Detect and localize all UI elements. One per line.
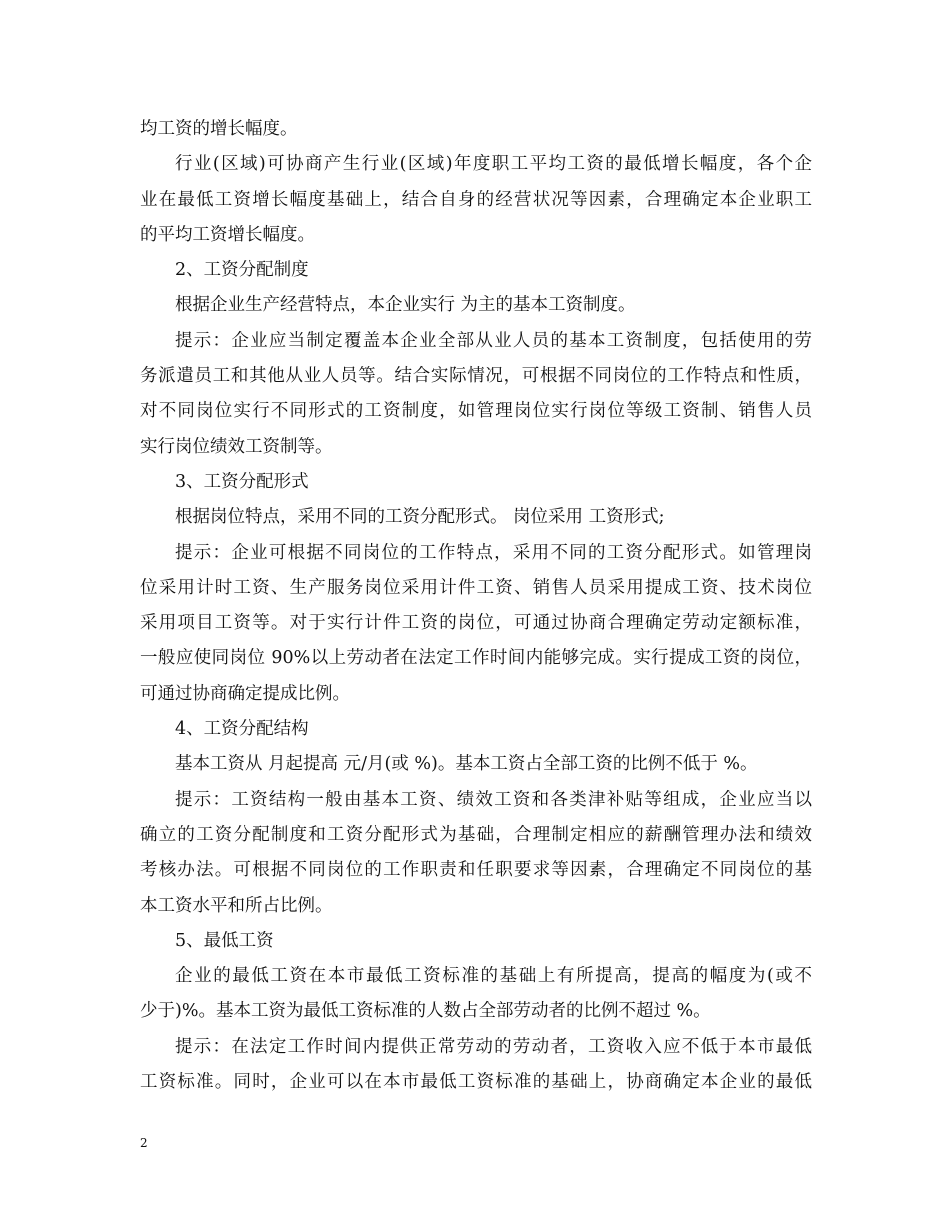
text-line: 提示：工资结构一般由基本工资、绩效工资和各类津补贴等组成，企业应当以 [175, 789, 812, 810]
text-line: 业在最低工资增长幅度基础上，结合自身的经营状况等因素，合理确定本企业职工 [140, 189, 812, 210]
text-line: 基本工资从 月起提高 元/月(或 %)。基本工资占全部工资的比例不低于 %。 [175, 754, 758, 775]
text-line: 确立的工资分配制度和工资分配形式为基础，合理制定相应的薪酬管理办法和绩效 [140, 824, 812, 845]
text-line: 提示：在法定工作时间内提供正常劳动的劳动者，工资收入应不低于本市最低 [175, 1036, 812, 1057]
text-line: 少于)%。基本工资为最低工资标准的人数占全部劳动者的比例不超过 %。 [140, 1001, 711, 1022]
text-line: 5、最低工资 [175, 930, 274, 951]
text-line: 根据岗位特点，采用不同的工资分配形式。 岗位采用 工资形式; [175, 507, 665, 528]
text-line: 采用项目工资等。对于实行计件工资的岗位，可通过协商合理确定劳动定额标准， [140, 613, 812, 634]
text-line: 2、工资分配制度 [175, 260, 309, 281]
text-line: 提示：企业应当制定覆盖本企业全部从业人员的基本工资制度，包括使用的劳 [175, 330, 812, 351]
text-line: 行业(区域)可协商产生行业(区域)年度职工平均工资的最低增长幅度，各个企 [175, 154, 812, 175]
text-line: 3、工资分配形式 [175, 471, 309, 492]
text-line: 均工资的增长幅度。 [140, 119, 298, 139]
text-line: 工资标准。同时，企业可以在本市最低工资标准的基础上，协商确定本企业的最低 [140, 1072, 812, 1093]
text-line: 提示：企业可根据不同岗位的工作特点，采用不同的工资分配形式。如管理岗 [175, 542, 812, 563]
text-line: 企业的最低工资在本市最低工资标准的基础上有所提高，提高的幅度为(或不 [175, 966, 812, 987]
text-line: 位采用计时工资、生产服务岗位采用计件工资、销售人员采用提成工资、技术岗位 [140, 577, 812, 598]
text-line: 一般应使同岗位 90%以上劳动者在法定工作时间内能够完成。实行提成工资的岗位， [140, 648, 812, 669]
text-line: 考核办法。可根据不同岗位的工作职责和任职要求等因素，合理确定不同岗位的基 [140, 860, 812, 881]
page-number: 2 [140, 1136, 148, 1150]
text-line: 本工资水平和所占比例。 [140, 895, 333, 916]
text-line: 4、工资分配结构 [175, 719, 309, 740]
document-body [140, 112, 812, 1100]
text-line: 根据企业生产经营特点，本企业实行 为主的基本工资制度。 [175, 295, 636, 316]
text-line: 的平均工资增长幅度。 [140, 224, 315, 245]
text-line: 务派遣员工和其他从业人员等。结合实际情况，可根据不同岗位的工作特点和性质， [140, 366, 812, 387]
text-line: 对不同岗位实行不同形式的工资制度，如管理岗位实行岗位等级工资制、销售人员 [140, 401, 812, 422]
text-line: 实行岗位绩效工资制等。 [140, 436, 333, 457]
text-line: 可通过协商确定提成比例。 [140, 683, 350, 704]
